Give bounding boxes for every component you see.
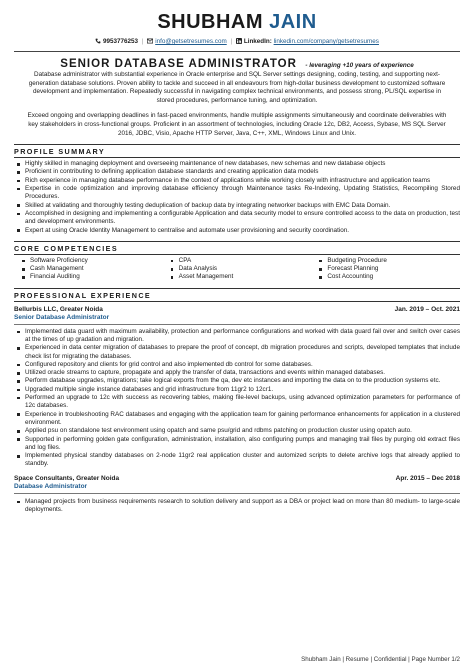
headline-role: SENIOR DATABASE ADMINISTRATOR (60, 58, 297, 70)
last-name: JAIN (269, 11, 317, 33)
headline (0, 56, 474, 70)
competency-item: Data Analysis (163, 265, 312, 273)
list-item: Performed an upgrade to 12c with success as recovering tables, making file-level backups, using advanced optimization parameters for performance of 12c databases. (14, 394, 460, 411)
competency-item: Forecast Planning (311, 265, 460, 273)
list-item: Skilled at validating and thoroughly testing deduplication of backup data by integrating networker backups with EMC Data Domain. (14, 202, 460, 210)
linkedin-icon (236, 38, 242, 44)
competency-item: Asset Management (163, 273, 312, 281)
candidate-name (0, 0, 474, 34)
job-duties-list (14, 328, 460, 469)
page-footer: Shubham Jain | Resume | Confidential | Page Number 1/2 (301, 656, 460, 663)
competency-item: CPA (163, 257, 312, 265)
list-item: Managed projects from business requirements research to solution delivery and support as a DBA or project lead on more than 80 medium- to large-scale deployments. (14, 498, 460, 515)
linkedin-link[interactable]: linkedin.com/company/getsetresumes (273, 38, 379, 45)
list-item: Configured repository and clients for grid control and also implemented db control for some databases. (14, 361, 460, 369)
list-item: Applied psu on standalone test environment using opatch and same psu/grid and rdbms patching on production cluster using opatch auto. (14, 427, 460, 435)
contact-line (0, 37, 474, 47)
list-item: Experience in troubleshooting RAC databases and engaging with the application team for gaining performance enhancements for application in a clustered environment. (14, 411, 460, 428)
list-item: Upgraded multiple single instance databases and grid infrastructure from 11gr2 to 12cr1. (14, 386, 460, 394)
email-link[interactable]: info@getsetresumes.com (155, 38, 227, 45)
contact-separator: | (141, 38, 144, 45)
list-item: Perform database upgrades, migrations; take logical exports from the qa, dev etc instances and importing the data on to the production systems etc. (14, 377, 460, 385)
list-item: Experienced in data center migration of databases to prepare the proof of concept, db migration procedures and scripts, developed templates that include check list for migrating the databases. (14, 344, 460, 361)
section-title-professional-experience: PROFESSIONAL EXPERIENCE (14, 288, 460, 302)
job-company: Space Consultants, Greater Noida (14, 474, 120, 482)
job-company: Bellurbis LLC, Greater Noida (14, 305, 103, 313)
section-title-core-competencies: CORE COMPETENCIES (14, 241, 460, 255)
list-item: Highly skilled in managing deployment and overseeing maintenance of new databases, new schemas and new database objects (14, 160, 460, 168)
job-duties-list (14, 498, 460, 515)
section-title-profile-summary: PROFILE SUMMARY (14, 144, 460, 158)
first-name: SHUBHAM (157, 11, 264, 33)
job-divider (14, 324, 460, 325)
phone-number[interactable]: 9953776253 (103, 38, 139, 45)
competency-item: Cash Management (14, 265, 163, 273)
list-item: Accomplished in designing and implementing a configurable Application and data security model to ensure controlled access to the data on production, test and development environments. (14, 210, 460, 227)
headline-tagline: - leveraging +10 years of experience (305, 62, 414, 69)
phone-icon (95, 38, 101, 44)
competency-item: Cost Accounting (311, 273, 460, 281)
list-item: Proficient in contributing to defining application database standards and creating application data models (14, 168, 460, 176)
list-item: Implemented physical standby databases on 2-node 11gr2 real application cluster and automized scripts to delete archive logs that already applied to standby. (14, 452, 460, 469)
job-role: Database Administrator (14, 483, 88, 491)
list-item: Expert at using Oracle Identity Management to centralise and automate user provisioning and security coordination. (14, 227, 460, 235)
email-icon (147, 38, 153, 44)
competency-item: Software Proficiency (14, 257, 163, 265)
profile-summary-list (14, 160, 460, 235)
job-dates: Apr. 2015 – Dec 2018 (395, 474, 460, 482)
competency-item: Financial Auditing (14, 273, 163, 281)
job-header (14, 306, 460, 315)
job-role: Senior Database Administrator (14, 314, 110, 322)
header-divider (14, 51, 460, 52)
list-item: Supported in performing golden gate configuration, administration, installation, also configuring pumps and managing trail files by purging old extract files and log files. (14, 436, 460, 453)
list-item: Utilized oracle streams to capture, propagate and apply the transfer of data, transactions and events within managed databases. (14, 369, 460, 377)
linkedin-label: LinkedIn: (243, 38, 272, 45)
intro-paragraph-1: Database administrator with substantial experience in Oracle enterprise and SQL Server settings designing, coding, testing, and supporting next-generation database solutions. Proven ability to tackle and succeed in all endeavours from high-dollar business development to customized software development and implementation. Repeatedly successful in navigating complex technical environments, and possess strong, PL/SQL expertise in stored procedures, performance tuning, and optimization. (28, 71, 446, 104)
competency-item: Budgeting Procedure (311, 257, 460, 265)
list-item: Rich experience in managing database performance in the context of applications while working closely with infrastructure and application teams (14, 177, 460, 185)
contact-separator: | (230, 38, 233, 45)
job-header (14, 475, 460, 484)
intro-paragraph-2: Exceed ongoing and overlapping deadlines in fast-paced environments, handle multiple assignments simultaneously and coordinate deliverables with key stakeholders in cross-functional groups. Proficient in an assortment of technologies, including Oracle 12c, DB2, Access, Sybase, MS SQL Server 2016, JDBC, Visio, Apache HTTP Server, Java, C++, XML, Windows Linux and Unix. (27, 112, 447, 137)
competencies-grid (14, 257, 460, 282)
list-item: Implemented data guard with maximum availability, protection and performance configurations and worked with data guard fail over and switch over cases at the times of up gradation and migration. (14, 328, 460, 345)
job-divider (14, 493, 460, 494)
list-item: Expertise in code optimization and improving database efficiency through Maintenance tasks Re-Indexing, Updating Statistics, Recompiling Stored Procedures. (14, 185, 460, 202)
job-dates: Jan. 2019 – Oct. 2021 (394, 305, 460, 313)
